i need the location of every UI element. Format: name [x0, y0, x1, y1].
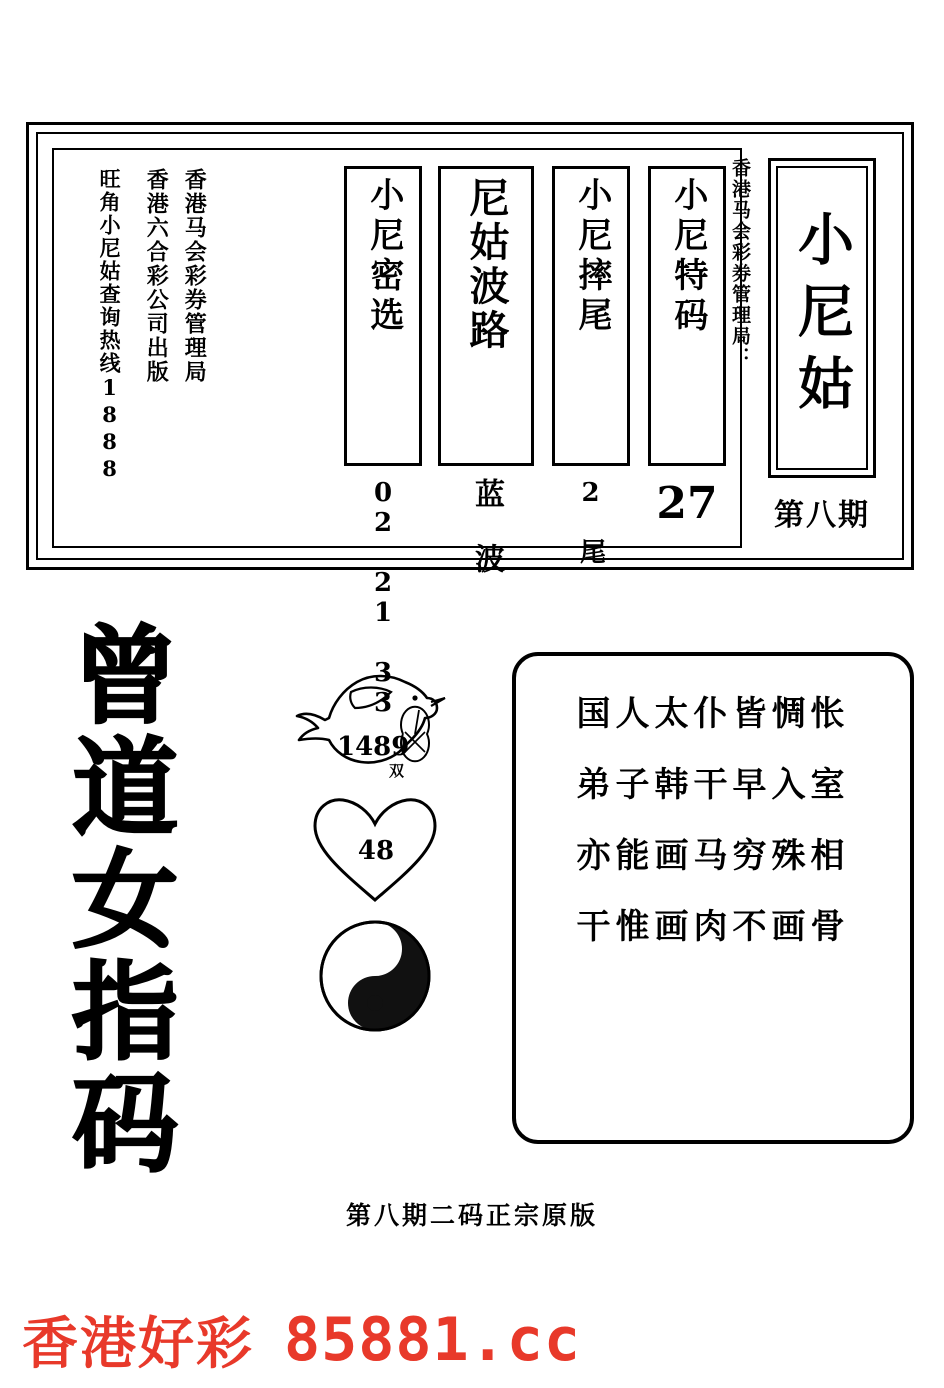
issue-label: 第八期 [774, 498, 870, 533]
column-tail-number-box [552, 166, 630, 466]
footer-url[interactable]: 85881.cc [284, 1305, 581, 1375]
column-secret-picks-value-text: 02 21 33 [368, 478, 398, 718]
footer-banner [0, 1300, 944, 1380]
column-secret-picks-box [344, 166, 422, 466]
poem-lines [516, 686, 910, 948]
publication-title: 小尼姑 [789, 210, 855, 426]
yinyang-number: 23 [353, 938, 387, 967]
dove-icon [285, 648, 475, 798]
column-special-code-box [648, 166, 726, 466]
symbol-column [285, 648, 475, 1078]
poem-line-2: 弟子韩干早入室 [576, 765, 850, 805]
heart-number: 48 [357, 836, 395, 866]
yinyang-icon [285, 910, 475, 1040]
poem-line-3: 亦能画马穷殊相 [576, 836, 850, 876]
authority-caption: 香港马会彩券管理局： [729, 158, 751, 368]
poem-box [512, 652, 914, 1144]
poem-line-4: 干惟画肉不画骨 [576, 907, 850, 947]
column-wave-color-heading: 尼姑波路 [463, 177, 510, 353]
dove-number: 1489 [337, 732, 410, 762]
publication-title-box-inner [776, 166, 868, 470]
dove-tag-label: 双 [389, 762, 405, 780]
column-special-code [648, 166, 726, 529]
column-special-code-value: 27 [656, 478, 718, 529]
main-title: 曾道女指码 [55, 620, 181, 1180]
publication-title-box [768, 158, 876, 478]
column-special-code-heading: 小尼特码 [667, 177, 708, 337]
column-wave-color-box [438, 166, 534, 466]
publisher-line-2: 香港六合彩公司出版 [143, 168, 170, 384]
columns-frame [52, 148, 742, 718]
column-wave-color-value [438, 478, 534, 581]
column-wave-color [438, 166, 534, 573]
column-tail-number-heading: 小尼摔尾 [571, 177, 612, 337]
publisher-line-3: 旺角小尼姑查询热线1888 [97, 168, 123, 483]
footer-brand: 香港好彩 [22, 1311, 254, 1377]
column-tail-number-value [552, 478, 630, 571]
column-wave-color-value-text: 蓝 波 [469, 478, 504, 573]
edition-subcaption: 第八期二码正宗原版 [345, 1201, 598, 1230]
poem-line-1: 国人太仆皆惆怅 [576, 694, 850, 734]
column-tail-number [552, 166, 630, 564]
column-tail-number-value-text: 2 尾 [575, 478, 606, 564]
column-secret-picks-heading: 小尼密选 [363, 177, 404, 337]
column-secret-picks [344, 166, 422, 718]
publisher-line-1: 香港马会彩券管理局 [181, 168, 208, 384]
